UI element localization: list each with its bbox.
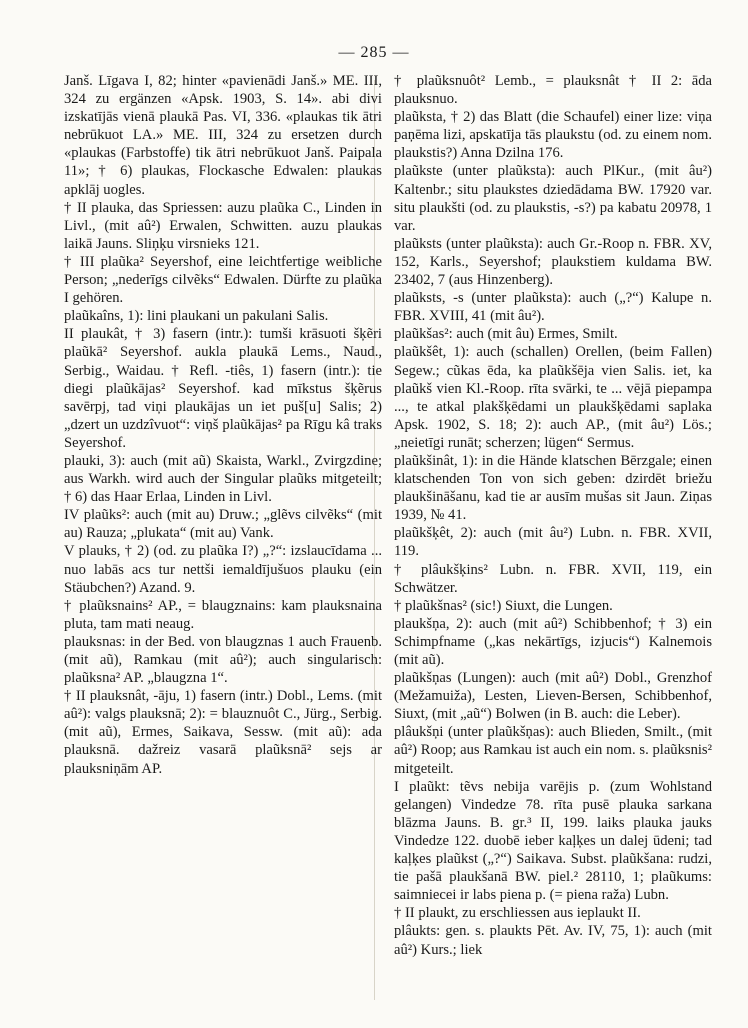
dictionary-entry: Janš. Līgava I, 82; hinter «pavienādi Janš.» ME. III, 324 zu ergänzen «Apsk. 1903, S. 14». abi divi izskatījās vienā plaukā Pas. VI, 336. «plaukas tik ātri nebrūkuot LA.» ME. III, 324 zu ersetzen durch «plaukas (Farbstoffe) tik ātri nebrūkuot Janš. Paipala 11»; † 6) plaukas, Flockasche Edwalen: plaukas apklāj uogles.: [64, 73, 382, 198]
dictionary-entry: plaũkaîns, 1): lini plaukani un pakulani Salis.: [64, 308, 329, 325]
dictionary-entry: plauki, 3): auch (mit aũ) Skaista, Warkl., Zvirgzdine; aus Warkh. wird auch der Singular plaũks mitgeteilt; † 6) das Haar Erlaa, Linden in Livl.: [64, 452, 382, 506]
dictionary-entry: † plaũksnains² AP., = blaugznains: kam plauksnaina pluta, tam mati neaug.: [64, 597, 382, 632]
dictionary-entry: plaũkšêt, 1): auch (schallen) Orellen, (beim Fallen) Segew.; cũkas ēda, ka plaũkšēja vien Salis. iet, ka plaũkš vien Kl.-Roop. rīta svārki, te ... vējā piepampa ..., te atkal plakšķēdami un plaukšķēdami saplaka Apsk. 1902, S. 18; 2): auch AP., (mit âu²) Lös.; „neietīgi runāt; scherzen; lügen“ Sermus.: [394, 344, 712, 451]
dictionary-entry: plaũkšņas (Lungen): auch (mit aû²) Dobl., Grenzhof (Mežamuiža), Lesten, Lieven-Bersen, Schibbenhof, Siuxt, (mit „aũ“) Bolwen (in B. auch: die Leber).: [394, 670, 712, 723]
dictionary-entry: plaũkšķêt, 2): auch (mit âu²) Lubn. n. FBR. XVII, 119.: [394, 525, 712, 560]
dictionary-entry: plaũkšas²: auch (mit âu) Ermes, Smilt.: [394, 326, 618, 343]
dictionary-entry: plaũksta, † 2) das Blatt (die Schaufel) einer lize: viņa paņēma lizi, apskatīja tās plaukstu (od. zu einem nom. plaukstis?) Anna Dzilna 176.: [394, 109, 712, 162]
dictionary-entry: plâukts: gen. s. plaukts Pēt. Av. IV, 75, 1): auch (mit aû²) Kurs.; liek: [394, 923, 712, 958]
dictionary-entry: II plaukât, † 3) fasern (intr.): tumši krāsuoti šķẽri plaũkā² Seyershof. aukla plaukā Lems., Naud., Serbig., Waidau. † Refl. -tiês, 1) fasern (intr.): tie diegi plaũkājas² Seyershof. kad mīkstus šķẽrus savērpj, tad viņi plaukājas un iet puš[u] Salis; 2) „dzert un uzdzîvuot“: viņš plaũkājas² pa Rīgu kâ traks Seyershof.: [64, 326, 382, 451]
dictionary-entry: † III plaũka² Seyershof, eine leichtfertige weibliche Person; „nederīgs cilvẽks“ Edwalen. Dürfte zu plaũka I gehören.: [64, 253, 382, 307]
dictionary-entry: † plâukšķins² Lubn. n. FBR. XVII, 119, ein Schwätzer.: [394, 561, 712, 596]
dictionary-entry: I plaũkt: tẽvs nebija varējis p. (zum Wohlstand gelangen) Vindedze 78. rīta pusē plauka sarkana blāzma Jauns. B. gr.³ II, 199. laiks plauka jauks Vindedze 122. duobē ieber kaļķes un dalej ūdeni; tad kaļķes plaũkst („?“) Saikava. Subst. plaũkšana: rudzi, tie pašā plaukšanā BW. piel.² 28110, 1; plaũkums: saimniecei ir labs piena p. (= piena raža) Lubn.: [394, 778, 712, 904]
dictionary-entry: IV plaũks²: auch (mit au) Druw.; „glẽvs cilvẽks“ (mit au) Rauza; „plukata“ (mit au) Vank.: [64, 507, 382, 542]
dictionary-entry: plaũkste (unter plaũksta): auch PlKur., (mit âu²) Kaltenbr.; situ plaukstes dziedādama BW. 17920 var. situ plaukšti (od. zu plaukstis, -s?) pa kabatu 20978, 1 var.: [394, 163, 712, 234]
right-column: [394, 72, 712, 959]
left-column: [64, 72, 382, 778]
dictionary-entry: plaukšņa, 2): auch (mit aû²) Schibbenhof; † 3) ein Schimpfname („kas nekārtīgs, izjucis“) Kalnemois (mit aũ).: [394, 615, 712, 668]
dictionary-entry: † plaũksnuôt² Lemb., = plauksnât † II 2: āda plauksnuo.: [394, 73, 712, 108]
dictionary-entry: plaũkšinât, 1): in die Hände klatschen Bērzgale; einen klatschenden Ton von sich geben: dzirdēt briežu plaukšināšanu, kad tie ar ausīm mušas sit Jaun. Ziņas 1939, № 41.: [394, 452, 712, 524]
dictionary-entry: plauksnas: in der Bed. von blaugznas 1 auch Frauenb. (mit aũ), Ramkau (mit aû²); auch singularisch: plaũksna² AP. „blaugzna 1“.: [64, 633, 382, 687]
dictionary-entry: † plaũkšnas² (sic!) Siuxt, die Lungen.: [394, 597, 613, 614]
dictionary-entry: † II plauka, das Spriessen: auzu plaũka C., Linden in Livl., (mit aû²) Erwalen, Schwitten. auzu plaukas laikā Jauns. Sliņķu virsnieks 121.: [64, 199, 382, 252]
dictionary-entry: plaũksts, -s (unter plaũksta): auch („?“) Kalupe n. FBR. XVIII, 41 (mit âu²).: [394, 290, 712, 325]
dictionary-entry: † II plauksnât, -āju, 1) fasern (intr.) Dobl., Lems. (mit aû²): valgs plauksnā; 2): = blauznuôt C., Jürg., Serbig. (mit aũ), Ermes, Saikava, Sessw. (mit aũ): ada plauksnā. dažreiz vasarā plaũksnā² sejs ar plauksniņām AP.: [64, 688, 382, 777]
page-number: — 285 —: [338, 44, 410, 61]
dictionary-entry: V plauks, † 2) (od. zu plaũka I?) „?“: izslaucīdama ... nuo labās acs tur nettši iemaldījušuos plauku (ein Stäubchen?) Azand. 9.: [64, 543, 382, 596]
dictionary-entry: plaũksts (unter plaũksta): auch Gr.-Roop n. FBR. XV, 152, Karls., Seyershof; plaukstiem kuldama BW. 23402, 7 (aus Hinzenberg).: [394, 235, 712, 289]
dictionary-entry: † II plaukt, zu erschliessen aus ieplaukt II.: [394, 905, 641, 922]
dictionary-entry: plâukšņi (unter plaũkšņas): auch Blieden, Smilt., (mit aû²) Roop; aus Ramkau ist auch ein nom. s. plaũksnis² mitgeteilt.: [394, 724, 712, 777]
